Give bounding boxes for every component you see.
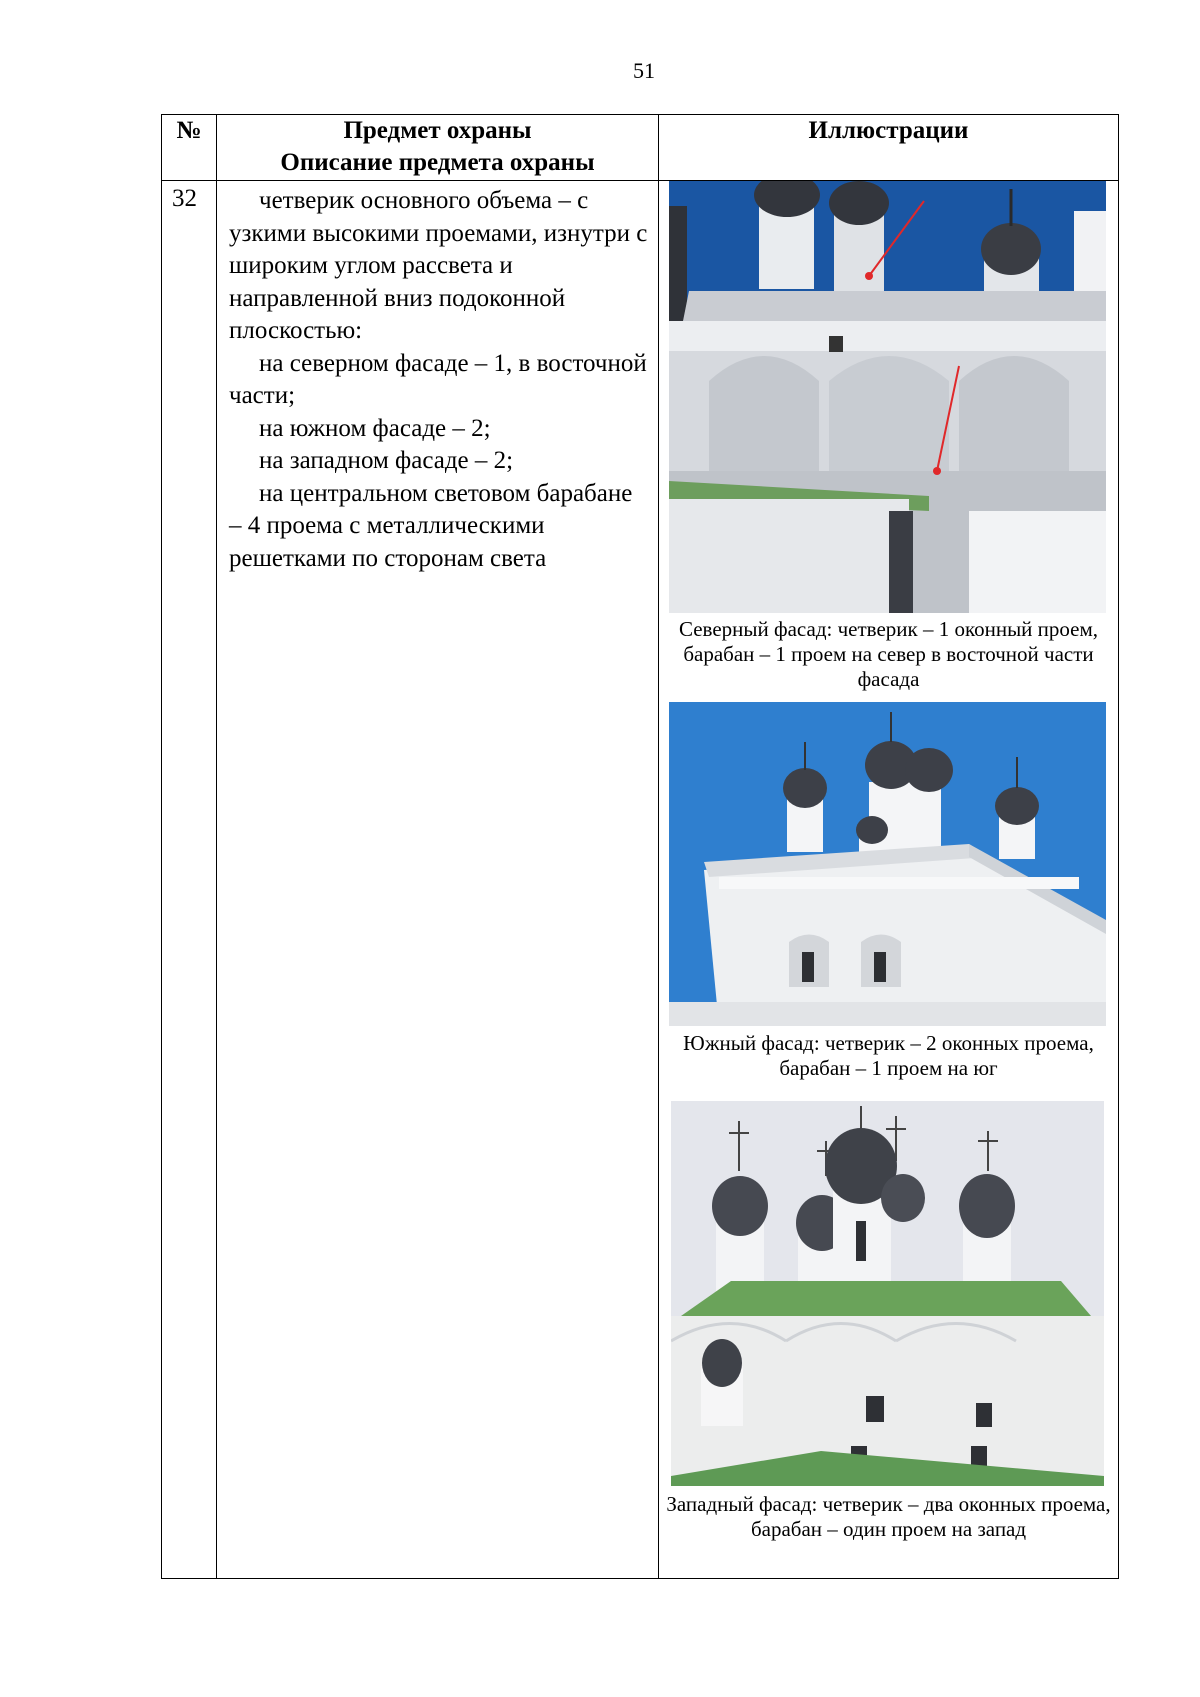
- header-number: №: [162, 115, 217, 181]
- row-number: 32: [162, 181, 217, 1579]
- table-header-row: [162, 115, 1119, 181]
- row-illustrations: [659, 181, 1119, 1579]
- north-facade-photo: [669, 181, 1106, 613]
- north-facade-caption: Северный фасад: четверик – 1 оконный проем, барабан – 1 проем на север в восточной части фасада: [678, 617, 1099, 691]
- header-subject-line2: Описание предмета охраны: [280, 149, 595, 176]
- description-paragraph: на южном фасаде – 2;: [259, 414, 491, 442]
- protection-table: [161, 114, 1119, 1579]
- west-facade-caption: Западный фасад: четверик – два оконных проема, барабан – один проем на запад: [666, 1492, 1111, 1541]
- header-subject-line1: Предмет охраны: [343, 117, 532, 144]
- description-paragraph: четверик основного объема – с узкими высокими проемами, изнутри с широким углом рассвета и направленной вниз подоконной плоскостью:: [229, 187, 648, 344]
- west-facade-photo: [671, 1101, 1104, 1486]
- header-illustrations: Иллюстрации: [659, 115, 1119, 181]
- page-number: 51: [633, 58, 655, 83]
- south-facade-caption: Южный фасад: четверик – 2 оконных проема, барабан – 1 проем на юг: [683, 1031, 1094, 1080]
- description-paragraph: на центральном световом барабане – 4 проема с металлическими решетками по сторонам света: [229, 479, 633, 572]
- table-row: [162, 181, 1119, 1579]
- row-description: [217, 181, 659, 1579]
- south-facade-photo: [669, 702, 1106, 1026]
- description-paragraph: на северном фасаде – 1, в восточной части;: [229, 349, 647, 409]
- description-paragraph: на западном фасаде – 2;: [259, 447, 514, 474]
- header-subject: [217, 115, 659, 181]
